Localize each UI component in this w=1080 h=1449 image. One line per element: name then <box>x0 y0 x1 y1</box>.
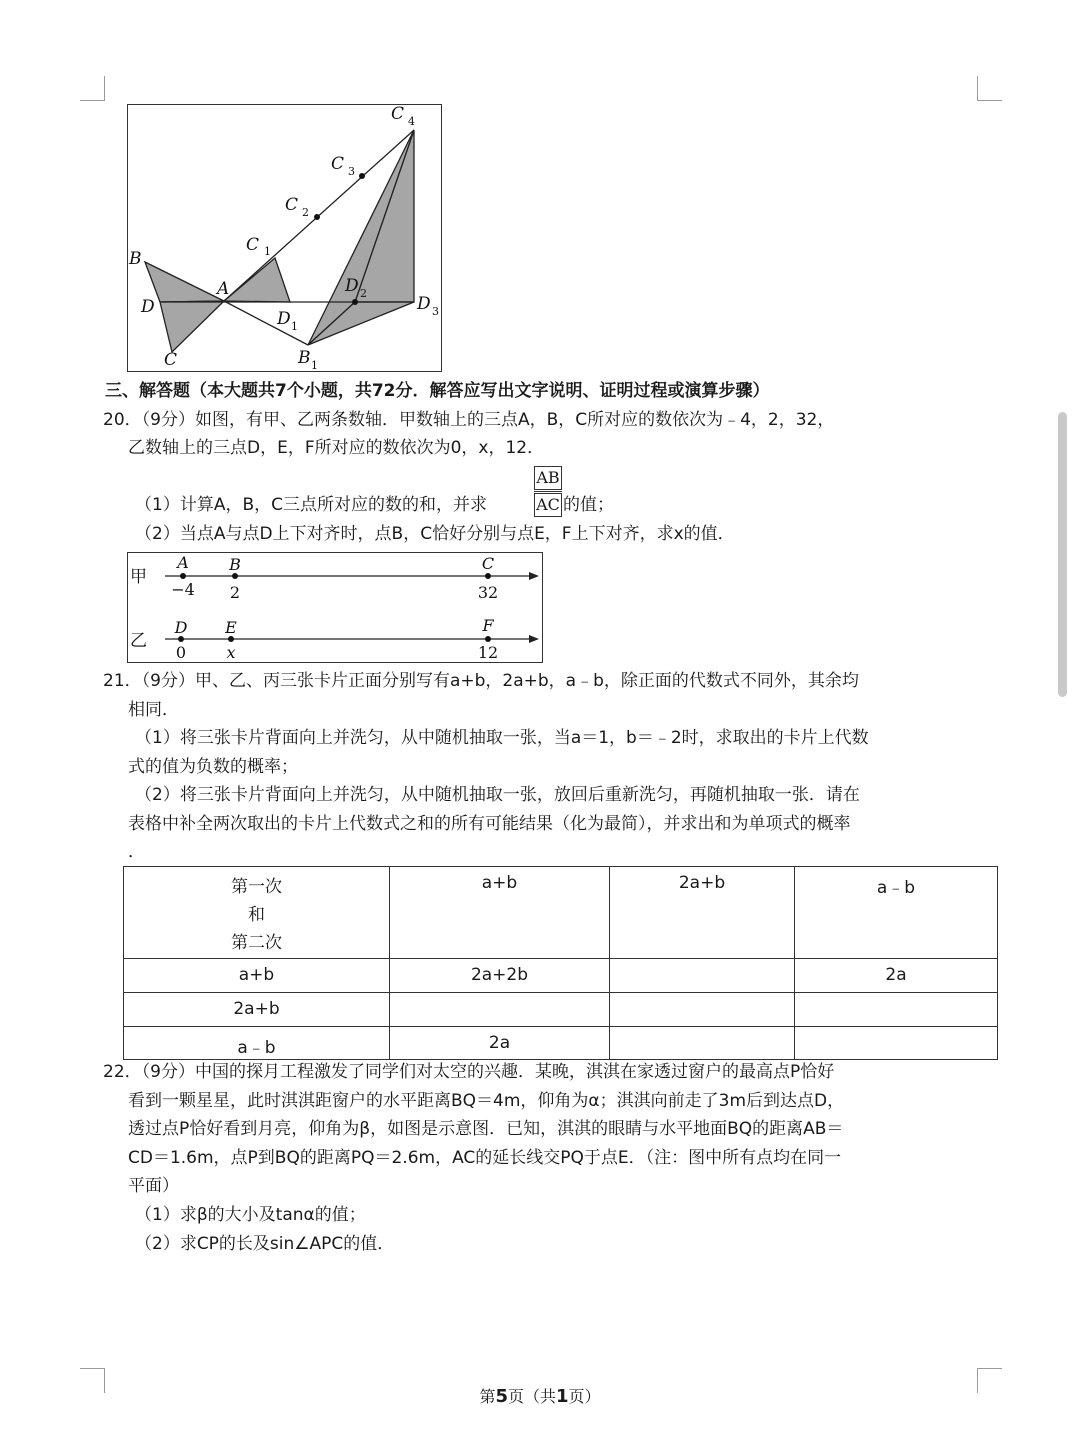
q21-line2: 相同． <box>128 700 179 720</box>
fraction-bar <box>534 491 562 492</box>
label-B: B <box>129 249 142 269</box>
label-C2-sub: 2 <box>302 206 309 219</box>
label-D3: D <box>417 294 431 314</box>
value-B: 2 <box>229 583 241 602</box>
fraction-denominator: AC <box>534 493 562 517</box>
q21-line1: 21．（9分）甲、乙、丙三张卡片正面分别写有a+b，2a+b，a﹣b，除正面的代数式不同外，其余均 <box>103 671 859 691</box>
triangle-AC1D1 <box>224 258 290 302</box>
table-cell <box>610 993 795 1027</box>
fraction-AB-over-AC <box>534 466 562 516</box>
table-cell <box>795 1027 998 1060</box>
table-cell <box>795 993 998 1027</box>
scrollbar-thumb[interactable] <box>1058 412 1067 697</box>
page-footer <box>0 1384 1080 1407</box>
axis-jia-label: 甲 <box>130 567 147 587</box>
label-D1: D <box>277 309 291 329</box>
value-C: 32 <box>477 583 499 602</box>
point-F <box>485 636 491 642</box>
table-cell: 2a <box>795 959 998 993</box>
q22-line2: 看到一颗星星，此时淇淇距窗户的水平距离BQ＝4m，仰角为α；淇淇向前走了3m后到达点D， <box>128 1091 845 1111</box>
label-C3: C <box>331 154 345 174</box>
q20-part1 <box>135 491 487 519</box>
label-A: A <box>177 553 189 572</box>
value-E: x <box>226 643 236 662</box>
label-C1-sub: 1 <box>264 245 271 258</box>
label-D: D <box>141 297 155 317</box>
label-D3-sub: 3 <box>432 305 439 318</box>
label-C1: C <box>246 235 260 255</box>
point-C <box>485 573 491 579</box>
value-A: −4 <box>171 580 195 599</box>
q22-line1: 22．（9分）中国的探月工程激发了同学们对太空的兴趣．某晚，淇淇在家透过窗户的最高点P恰好 <box>103 1062 835 1082</box>
table-header-row <box>124 867 998 959</box>
crop-mark-top-right <box>977 76 1002 101</box>
q22-part1: （1）求β的大小及tanα的值； <box>135 1205 366 1225</box>
label-F: F <box>482 616 494 635</box>
label-C4: C <box>391 104 405 124</box>
label-D: D <box>174 618 188 637</box>
point-A <box>180 573 186 579</box>
fraction-numerator: AB <box>534 466 562 490</box>
corner-second: 第二次 <box>231 933 282 953</box>
sum-table <box>123 866 998 1060</box>
footer-total-pages: 1 <box>556 1386 569 1407</box>
triangle-ADC <box>160 301 224 352</box>
table-row <box>124 959 998 993</box>
label-D2-sub: 2 <box>360 287 367 300</box>
table-row <box>124 1027 998 1060</box>
label-D1-sub: 1 <box>291 320 298 333</box>
point-C2 <box>314 214 320 220</box>
table-header-cell: a﹣b <box>795 867 998 959</box>
corner-sum: 和 <box>248 905 265 925</box>
q20-part1-end: 的值； <box>563 495 614 515</box>
q22-line4: CD＝1.6m，点P到BQ的距离PQ＝2.6m，AC的延长线交PQ于点E．（注：图中所有点均在同一 <box>128 1148 842 1168</box>
table-cell: 2a+2b <box>390 959 610 993</box>
q22-line5: 平面） <box>128 1176 179 1196</box>
table-cell <box>610 959 795 993</box>
triangle-rotation-figure <box>127 104 442 372</box>
table-header-cell: a+b <box>390 867 610 959</box>
table-header-cell: 2a+b <box>610 867 795 959</box>
label-B1-sub: 1 <box>311 359 318 372</box>
label-D2: D <box>345 276 359 296</box>
footer-prefix: 第 <box>479 1387 496 1406</box>
table-row <box>124 993 998 1027</box>
label-C: C <box>164 350 178 370</box>
row-label: a+b <box>124 959 390 993</box>
table-cell <box>610 1027 795 1060</box>
point-D2 <box>352 299 358 305</box>
q20-part1-text: （1）计算A，B，C三点所对应的数的和，并求 <box>135 495 487 515</box>
footer-mid: 页（共 <box>507 1387 556 1406</box>
axis-jia-arrow <box>529 572 539 580</box>
table-corner-cell <box>124 867 390 959</box>
q21-part2-line3: ． <box>128 842 145 862</box>
row-label: 2a+b <box>124 993 390 1027</box>
value-D: 0 <box>175 643 187 662</box>
axis-yi-label: 乙 <box>130 631 147 651</box>
label-A: A <box>217 279 230 299</box>
table-cell <box>390 993 610 1027</box>
axis-yi-arrow <box>529 635 539 643</box>
q21-part2-line1: （2）将三张卡片背面向上并洗匀，从中随机抽取一张，放回后重新洗匀，再随机抽取一张．请在 <box>135 785 860 805</box>
q20-line1: 20．（9分）如图，有甲、乙两条数轴．甲数轴上的三点A，B，C所对应的数依次为﹣4，2，32， <box>103 410 835 430</box>
label-C: C <box>481 554 495 573</box>
q22-part2: （2）求CP的长及sin∠APC的值． <box>135 1234 395 1254</box>
q20-part2: （2）当点A与点D上下对齐时，点B，C恰好分别与点E，F上下对齐，求x的值． <box>135 524 735 544</box>
corner-first: 第一次 <box>231 877 282 897</box>
q20-line2: 乙数轴上的三点D，E，F所对应的数依次为0，x，12． <box>128 438 545 458</box>
triangle-ABD <box>145 262 224 302</box>
number-axes-figure <box>127 552 543 663</box>
table-cell: 2a <box>390 1027 610 1060</box>
footer-page-number: 5 <box>495 1386 508 1407</box>
crop-mark-top-left <box>80 76 105 101</box>
label-B1: B <box>298 348 311 368</box>
footer-suffix: 页） <box>568 1387 601 1406</box>
q22-line3: 透过点P恰好看到月亮，仰角为β，如图是示意图．已知，淇淇的眼睛与水平地面BQ的距离AB＝ <box>128 1119 844 1139</box>
label-E: E <box>225 618 237 637</box>
label-B: B <box>229 555 241 574</box>
q21-part1-line2: 式的值为负数的概率； <box>128 757 298 777</box>
value-F: 12 <box>477 643 499 662</box>
row-label: a﹣b <box>124 1027 390 1060</box>
label-C3-sub: 3 <box>348 165 355 178</box>
point-C3 <box>359 173 365 179</box>
section-3-heading: 三、解答题（本大题共7个小题，共72分．解答应写出文字说明、证明过程或演算步骤） <box>105 381 770 401</box>
q21-part2-line2: 表格中补全两次取出的卡片上代数式之和的所有可能结果（化为最简），并求出和为单项式的概率 <box>128 814 851 834</box>
label-C4-sub: 4 <box>408 115 415 128</box>
label-C2: C <box>285 195 299 215</box>
q21-part1-line1: （1）将三张卡片背面向上并洗匀，从中随机抽取一张，当a＝1，b＝﹣2时，求取出的卡片上代数 <box>135 728 869 748</box>
